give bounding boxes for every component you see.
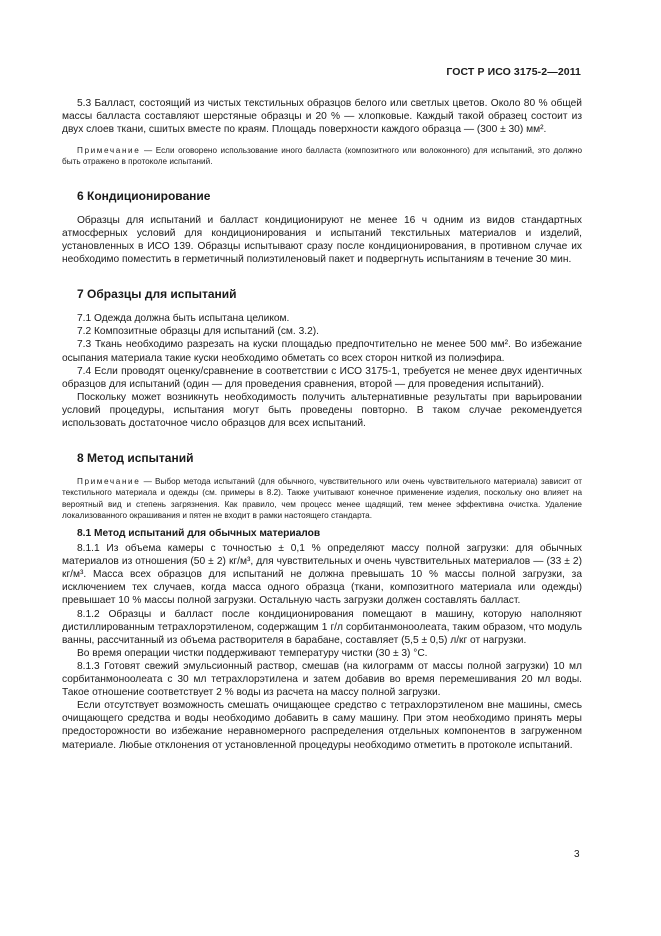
standard-header: ГОСТ Р ИСО 3175-2—2011 — [446, 66, 581, 78]
section-7-paragraph: Поскольку может возникнуть необходимость получить альтернативные результаты при варьировании условий процедуры, испытания могут быть проведены повторно. В таком случае рекомендуется использовать достаточное число образцов для всех испытаний. — [62, 391, 582, 429]
clause-8-1-3-paragraph: Если отсутствует возможность смешать очищающее средство с тетрахлорэтиленом вне машины, смесь очищающего средства и воды необходимо добавить в саму машину. При этом необходимо принять меры предосторожности во избежание неравномерного распределения отдельных компонентов в загруженном материале. Любые отклонения от установленной процедуры необходимо отметить в протоколе испытаний. — [62, 700, 582, 751]
clause-7-2: 7.2 Композитные образцы для испытаний (см. 3.2). — [77, 326, 319, 338]
clause-8-1-2-temperature: Во время операции чистки поддерживают температуру чистки (30 ± 3) °С. — [77, 647, 428, 659]
subsection-8-1-heading: 8.1 Метод испытаний для обычных материалов — [77, 528, 321, 539]
section-6-paragraph: Образцы для испытаний и балласт кондиционируют не менее 16 ч одним из видов стандартных атмосферных условий для кондиционирования и испытаний текстильных материалов и изделий, установленных в ИСО 139. Образцы испытывают сразу после кондиционирования, в противном случае их необходимо поместить в герметичный полиэтиленовый пакет и подвергнуть испытаниям в течение 30 мин. — [62, 214, 582, 266]
page-number: 3 — [574, 849, 580, 860]
clause-8-1-2: 8.1.2 Образцы и балласт после кондиционирования помещают в машину, которую наполняют дистиллированным тетрахлорэтиленом, содержащим 1 г/л сорбитанмоноолеата, таким образом, что модуль ванны, рассчитанный из объема растворителя в барабане, составляет (5,5 ± 0,5) л/кг от нагрузки. — [62, 608, 582, 646]
note-text: — Если оговорено использование иного балласта (композитного или волоконного) для испытаний, это должно быть отражено в протоколе испытаний. — [62, 146, 582, 167]
section-6-heading: 6 Кондиционирование — [77, 188, 211, 203]
note-8 — [62, 476, 582, 521]
clause-7-1: 7.1 Одежда должна быть испытана целиком. — [77, 313, 290, 325]
clause-7-3: 7.3 Ткань необходимо разрезать на куски площадью предпочтительно не менее 500 мм². Во избежание осыпания материала такие куски необходимо обметать со всех сторон ниткой из полиэфира. — [62, 339, 582, 364]
note-5-3 — [62, 145, 582, 167]
section-7-heading: 7 Образцы для испытаний — [77, 287, 237, 302]
clause-7-4: 7.4 Если проводят оценку/сравнение в соответствии с ИСО 3175-1, требуется не менее двух идентичных образцов для испытаний (один — для проведения сравнения, второй — для проведения испытаний). — [62, 365, 582, 390]
clause-8-1-1: 8.1.1 Из объема камеры с точностью ± 0,1 % определяют массу полной загрузки: для обычных материалов из отношения (50 ± 2) кг/м³, для чувствительных и очень чувствительных материалов — (33 ± 2) кг/м³. Масса всех образцов для испытаний не должна превышать 10 % массы полной загрузки, за исключением тех случаев, когда масса одного образца (ткани, композитного материала или одежды) превышает 10 % массы полной загрузки. Остальную часть загрузки должен составлять балласт. — [62, 543, 582, 607]
section-8-heading: 8 Метод испытаний — [77, 451, 194, 466]
note-text: — Выбор метода испытаний (для обычного, чувствительного или очень чувствительного материала) зависит от текстильного материала и одежды (см. примеры в 8.2). Также учитывают конечное применение изделия, поскольку оно влияет на вероятный вид и степень загрязнения. Как правило, чем процесс менее щадящий, тем менее эффективна очистка. Удаление локализованного окрашивания и пятен не входит в рамки настоящего стандарта. — [62, 477, 582, 520]
note-label: Примечание — [77, 146, 141, 156]
clause-5-3: 5.3 Балласт, состоящий из чистых текстильных образцов белого или светлых цветов. Около 80 % общей массы балласта составляют шерстяные образцы и 20 % — хлопковые. Каждый такой образец состоит из двух слоев ткани, сшитых вместе по краям. Площадь поверхности каждого образца — (300 ± 30) мм². — [62, 98, 582, 136]
page-content — [62, 97, 582, 752]
clause-8-1-3: 8.1.3 Готовят свежий эмульсионный раствор, смешав (на килограмм от массы полной загрузки) 10 мл сорбитанмоноолеата с 30 мл тетрахлорэтилена и затем добавив во время перемешивания 20 мл воды. Такое отношение соответствует 2 % воды из расчета на массу полной загрузки. — [62, 660, 582, 699]
note-label: Примечание — [77, 477, 141, 487]
